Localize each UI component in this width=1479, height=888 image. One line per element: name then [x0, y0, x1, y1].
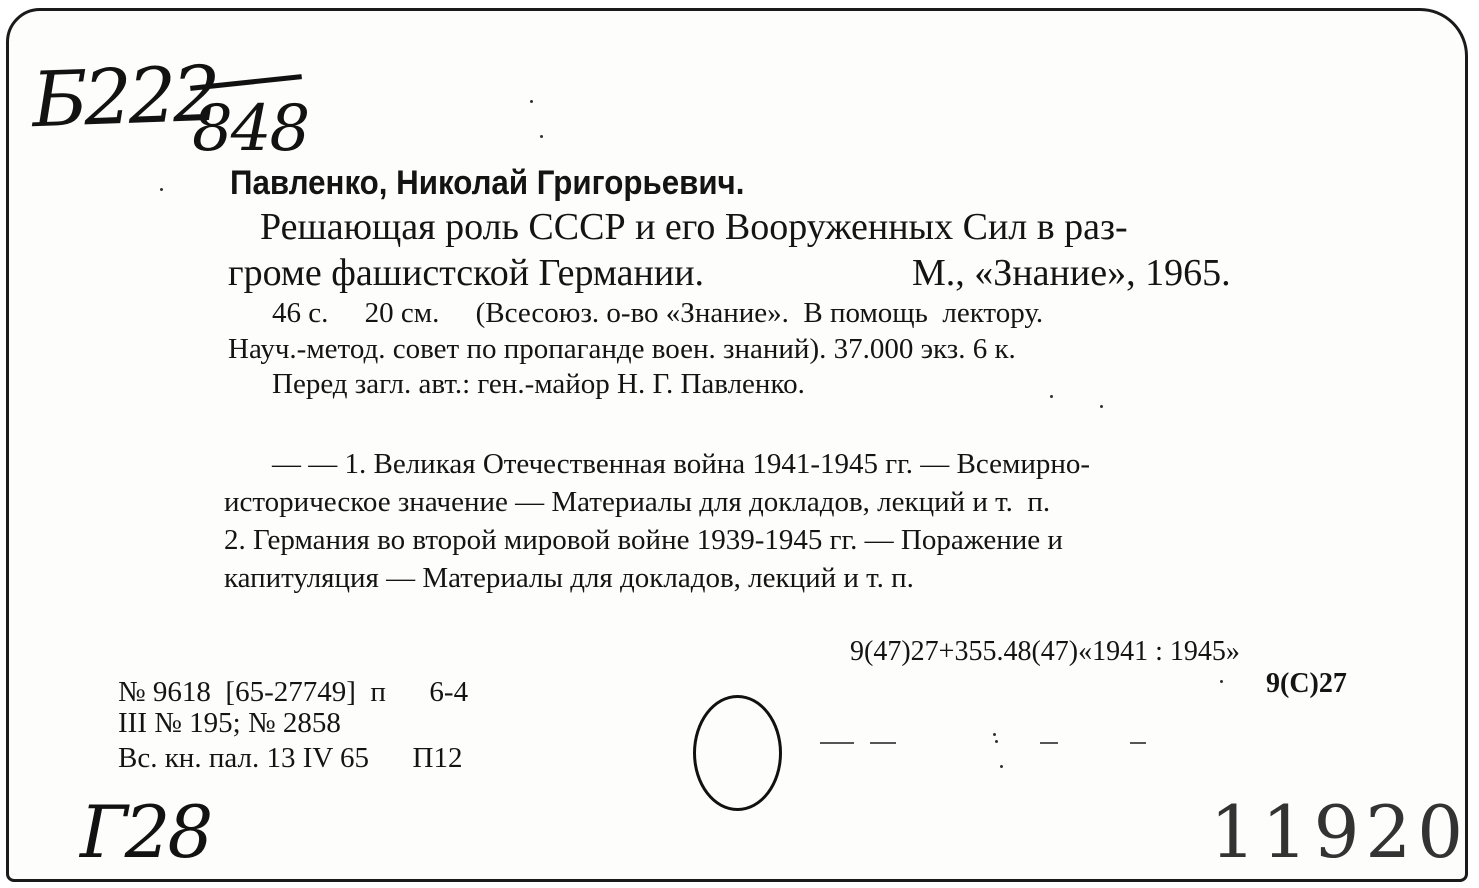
scan-speck: [995, 740, 998, 743]
scan-speck: [993, 733, 996, 736]
scan-speck: [1100, 405, 1103, 408]
record-line-3: Вс. кн. пал. 13 IV 65 П12: [118, 742, 463, 774]
subject-line-1: — — 1. Великая Отечественная война 1941-1945 гг. — Всемирно-: [272, 448, 1091, 480]
handwritten-fraction-number: 848: [192, 92, 309, 166]
scan-dash-mark: [1040, 742, 1058, 744]
scan-speck: [530, 100, 533, 103]
scan-speck: [160, 188, 163, 191]
description-line-2: Науч.-метод. совет по пропаганде воен. знаний). 37.000 экз. 6 к.: [228, 333, 1016, 365]
scan-speck: [1050, 395, 1053, 398]
scan-dash-mark: [820, 742, 854, 744]
scan-speck: [540, 135, 543, 138]
imprint: М., «Знание», 1965.: [912, 252, 1231, 294]
subject-line-3: 2. Германия во второй мировой войне 1939-1945 гг. — Поражение и: [224, 524, 1063, 556]
record-line-1: № 9618 [65-27749] п 6-4: [118, 676, 469, 708]
handwritten-shelf-mark: Г28: [80, 790, 211, 874]
title-line-2: громе фашистской Германии.: [228, 252, 705, 294]
handwritten-call-number: Б222: [30, 48, 219, 145]
scan-dash-mark: [1130, 742, 1146, 744]
scan-dash-mark: [870, 742, 896, 744]
stamped-number: 11920: [1210, 790, 1470, 874]
author-note: Перед загл. авт.: ген.-майор Н. Г. Павленко.: [272, 368, 805, 400]
author-heading: Павленко, Николай Григорьевич.: [230, 164, 745, 202]
subject-line-4: капитуляция — Материалы для докладов, лекций и т. п.: [224, 562, 914, 594]
classification-code-1: 9(47)27+355.48(47)«1941 : 1945»: [850, 636, 1240, 667]
scan-speck: [1220, 680, 1223, 683]
punch-hole-circle: [693, 695, 782, 811]
subject-line-2: историческое значение — Материалы для докладов, лекций и т. п.: [224, 486, 1051, 518]
description-line-1: 46 с. 20 см. (Всесоюз. о-во «Знание». В помощь лектору.: [272, 297, 1044, 329]
scan-speck: [1000, 765, 1003, 768]
classification-code-2: 9(С)27: [1266, 668, 1347, 699]
record-line-2: III № 195; № 2858: [118, 707, 341, 739]
title-line-1: Решающая роль СССР и его Вооруженных Сил в раз-: [260, 206, 1128, 248]
